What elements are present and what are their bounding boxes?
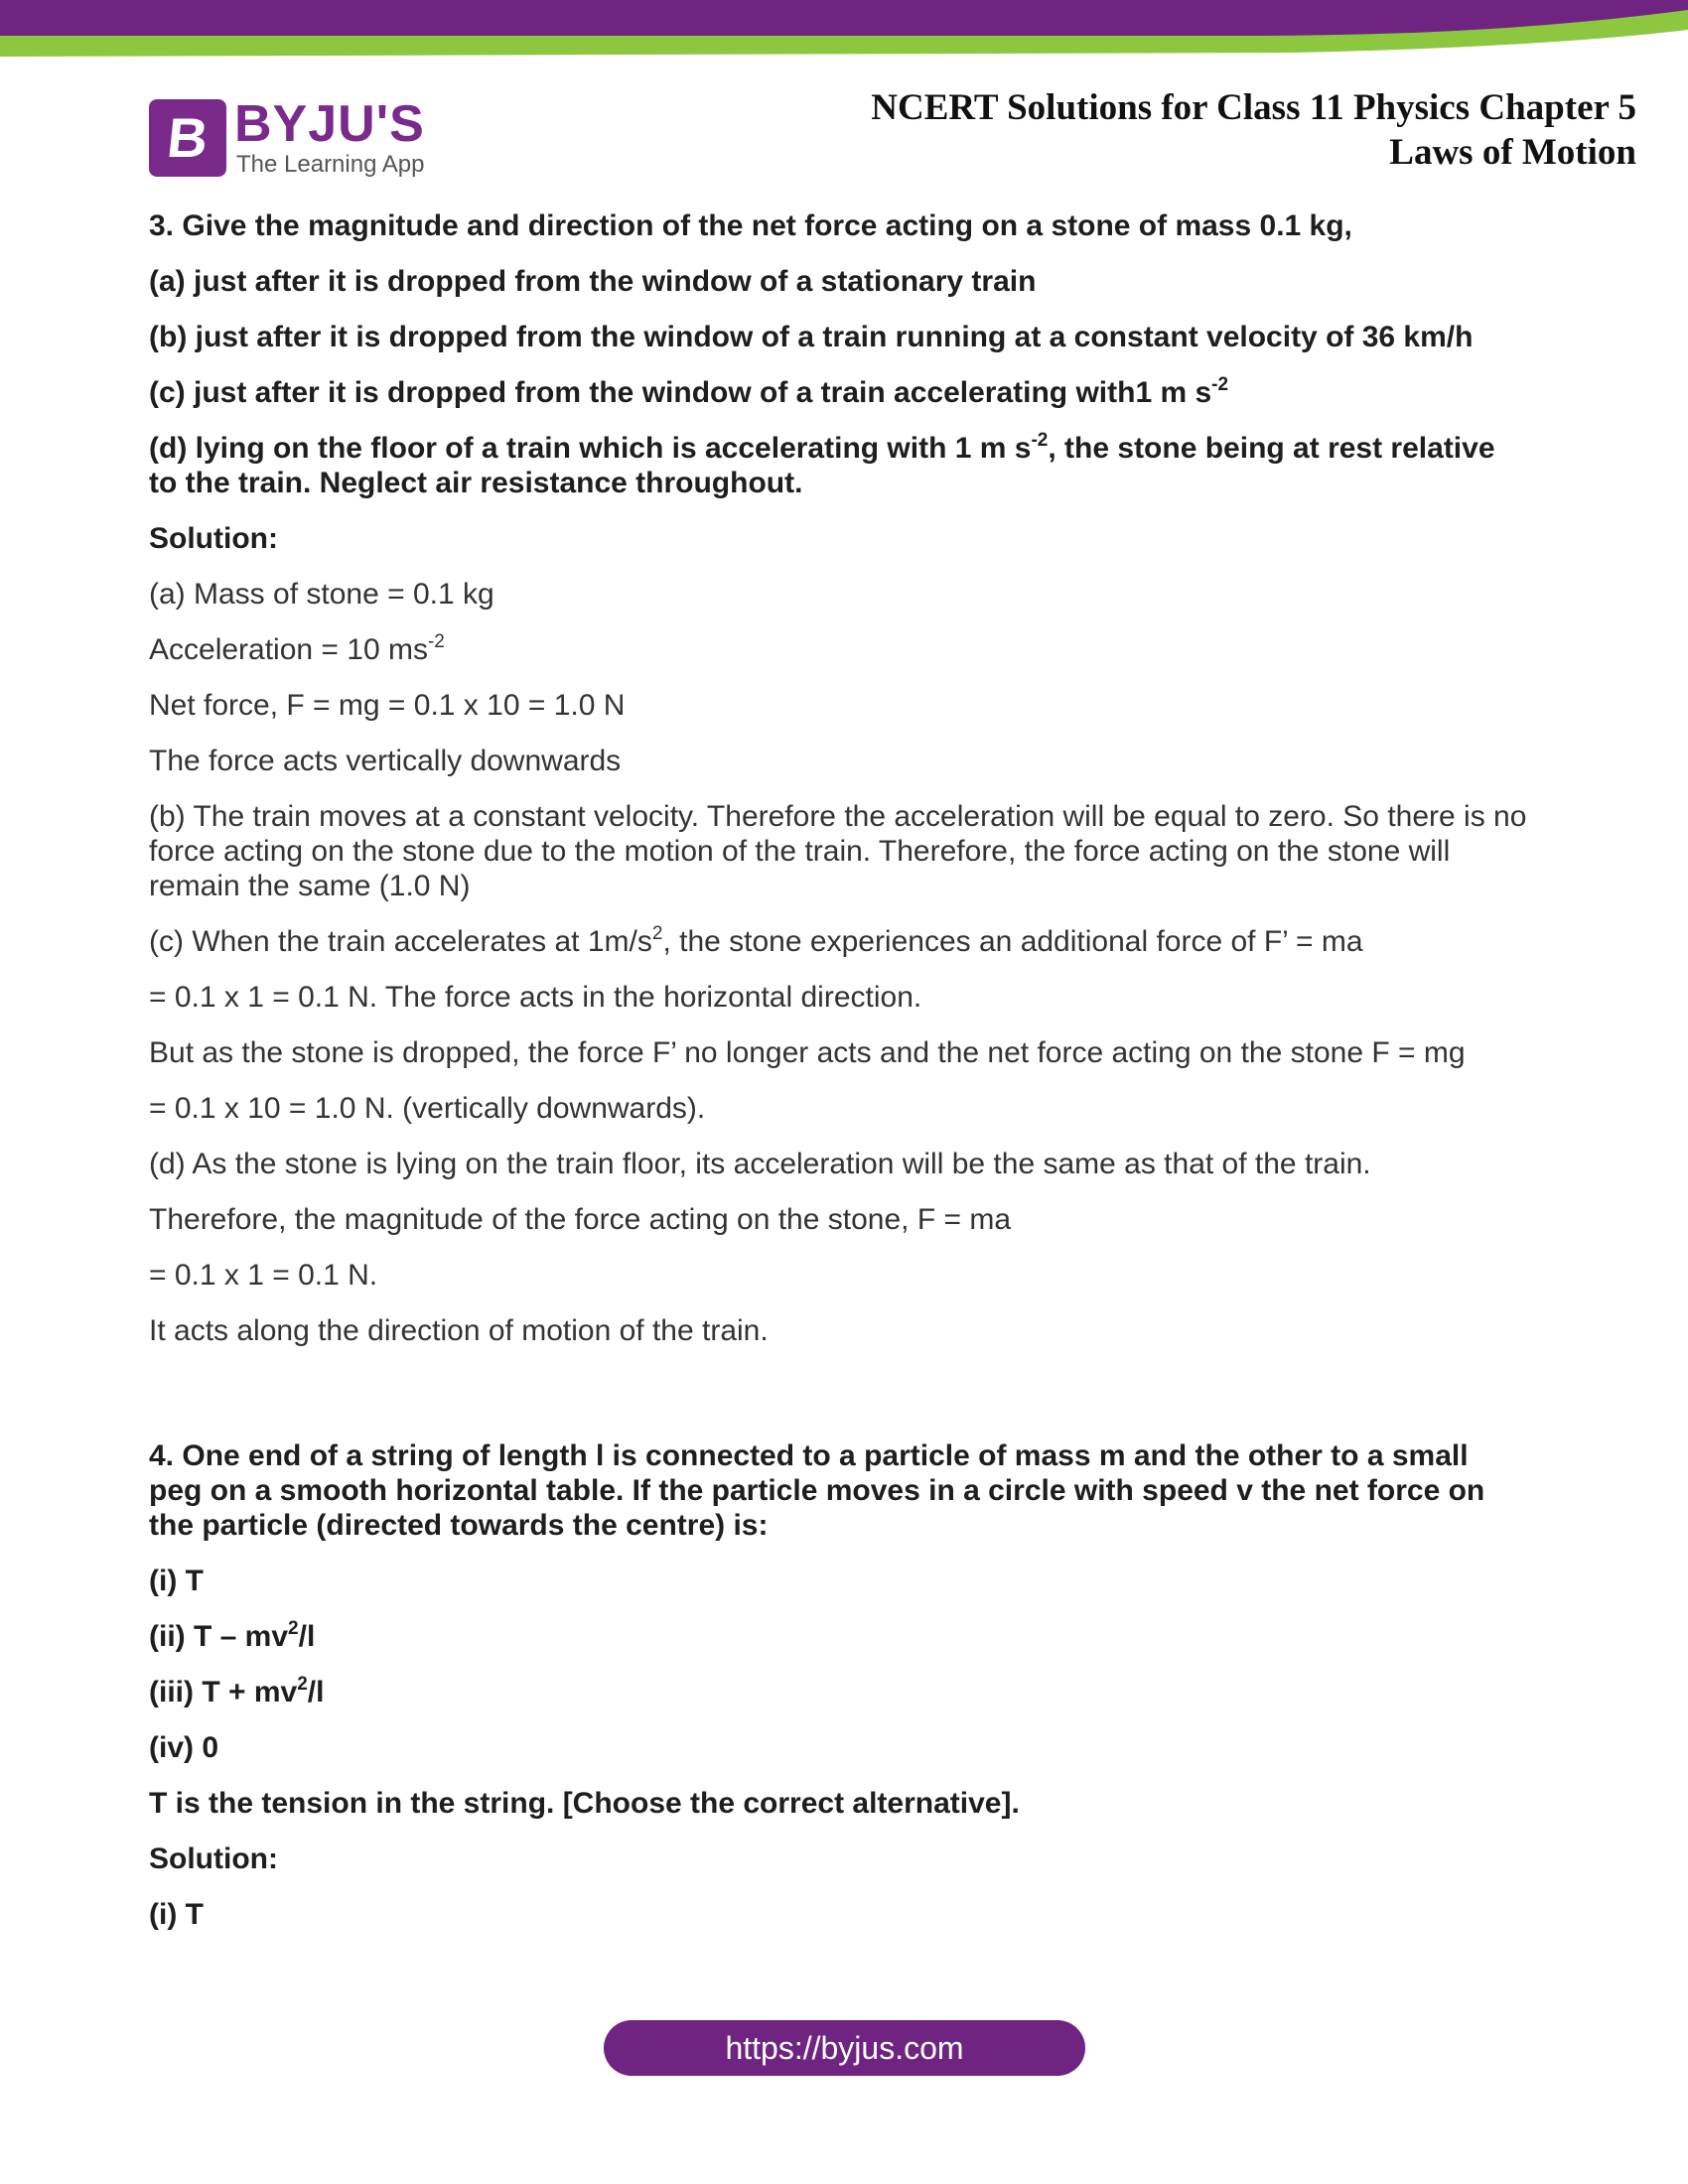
q3-solution-line: (a) Mass of stone = 0.1 kg — [149, 578, 494, 611]
q3-solution-line: = 0.1 x 10 = 1.0 N. (vertically downwards). — [149, 1092, 706, 1125]
q3-part-d — [149, 431, 1529, 500]
q3-part-d-text: (d) lying on the floor of a train which is accelerating with 1 m s — [149, 432, 1032, 465]
acceleration-exponent: -2 — [427, 631, 445, 652]
document-title-line2: Laws of Motion — [1389, 132, 1636, 173]
q4-solution-label: Solution: — [149, 1843, 278, 1875]
q4-option-ii-exponent: 2 — [288, 1618, 299, 1639]
q3-solution-line: Net force, F = mg = 0.1 x 10 = 1.0 N — [149, 689, 626, 722]
logo-letter: B — [164, 106, 211, 169]
byjus-logo — [149, 96, 437, 180]
q4-option-iii-text-end: /l — [307, 1676, 325, 1708]
q3-part-c-text: (c) just after it is dropped from the window of a train accelerating with1 m s — [149, 376, 1212, 409]
q3-part-b: (b) just after it is dropped from the window of a train running at a constant velocity of 36 km/h — [149, 321, 1474, 353]
q4-option-i: (i) T — [149, 1565, 204, 1597]
q3-part-d-text-end: , the stone being at rest relative to the train. Neglect air resistance throughout. — [149, 432, 1495, 499]
q4-option-ii — [149, 1619, 1529, 1654]
logo-mark — [149, 99, 226, 177]
q3-solution-line: (d) As the stone is lying on the train floor, its acceleration will be the same as that of the train. — [149, 1148, 1371, 1180]
section-spacer — [149, 1369, 1529, 1438]
part-c-solution-exponent: 2 — [651, 923, 663, 944]
q3-part-c — [149, 375, 1529, 410]
footer-url-link[interactable]: https://byjus.com — [604, 2020, 1085, 2076]
q3-solution-line — [149, 924, 1529, 959]
q3-solution-line: It acts along the direction of motion of the train. — [149, 1314, 769, 1347]
q3-part-c-exponent: -2 — [1211, 374, 1229, 395]
top-decorative-band — [0, 0, 1688, 60]
logo-tagline: The Learning App — [236, 151, 425, 178]
logo-name: BYJU'S — [234, 95, 425, 153]
q3-solution-paragraph: (b) The train moves at a constant velocity. Therefore the acceleration will be equal to zero. So there is no force acting on the stone due to the motion of the train. Therefore, the force acting on the stone will remain the same (1.0 N) — [149, 800, 1527, 902]
q3-part-a: (a) just after it is dropped from the window of a stationary train — [149, 265, 1037, 298]
q4-note: T is the tension in the string. [Choose the correct alternative]. — [149, 1787, 1020, 1820]
q3-part-d-exponent: -2 — [1031, 430, 1049, 451]
acceleration-text: Acceleration = 10 ms — [149, 633, 428, 666]
part-c-solution-text-end: , the stone experiences an additional force of F’ = ma — [662, 925, 1363, 958]
document-title — [871, 85, 1636, 175]
q4-option-ii-text-end: /l — [298, 1620, 316, 1653]
q3-solution-line: Therefore, the magnitude of the force acting on the stone, F = ma — [149, 1203, 1012, 1236]
q4-question: 4. One end of a string of length l is connected to a particle of mass m and the other to a small peg on a smooth horizontal table. If the particle moves in a circle with speed v the net force on the particle (directed towards the centre) is: — [149, 1439, 1485, 1542]
q4-option-ii-text: (ii) T – mv — [149, 1620, 289, 1653]
q3-question: 3. Give the magnitude and direction of the net force acting on a stone of mass 0.1 kg, — [149, 209, 1352, 242]
q3-solution-line: = 0.1 x 1 = 0.1 N. The force acts in the horizontal direction. — [149, 981, 922, 1014]
part-c-solution-text: (c) When the train accelerates at 1m/s — [149, 925, 652, 958]
document-title-line1: NCERT Solutions for Class 11 Physics Chapter 5 — [871, 87, 1636, 128]
q4-option-iii-text: (iii) T + mv — [149, 1676, 298, 1708]
q4-option-iii — [149, 1675, 1529, 1709]
q3-solution-line: But as the stone is dropped, the force F’ no longer acts and the net force acting on the stone F = mg — [149, 1036, 1466, 1069]
page-content — [149, 208, 1529, 1953]
q4-option-iii-exponent: 2 — [297, 1674, 308, 1695]
q3-solution-label: Solution: — [149, 522, 278, 555]
q3-solution-line — [149, 632, 1529, 667]
q3-solution-line: The force acts vertically downwards — [149, 745, 622, 777]
q4-answer: (i) T — [149, 1898, 204, 1931]
q4-option-iv: (iv) 0 — [149, 1731, 219, 1764]
q3-solution-line: = 0.1 x 1 = 0.1 N. — [149, 1259, 378, 1292]
